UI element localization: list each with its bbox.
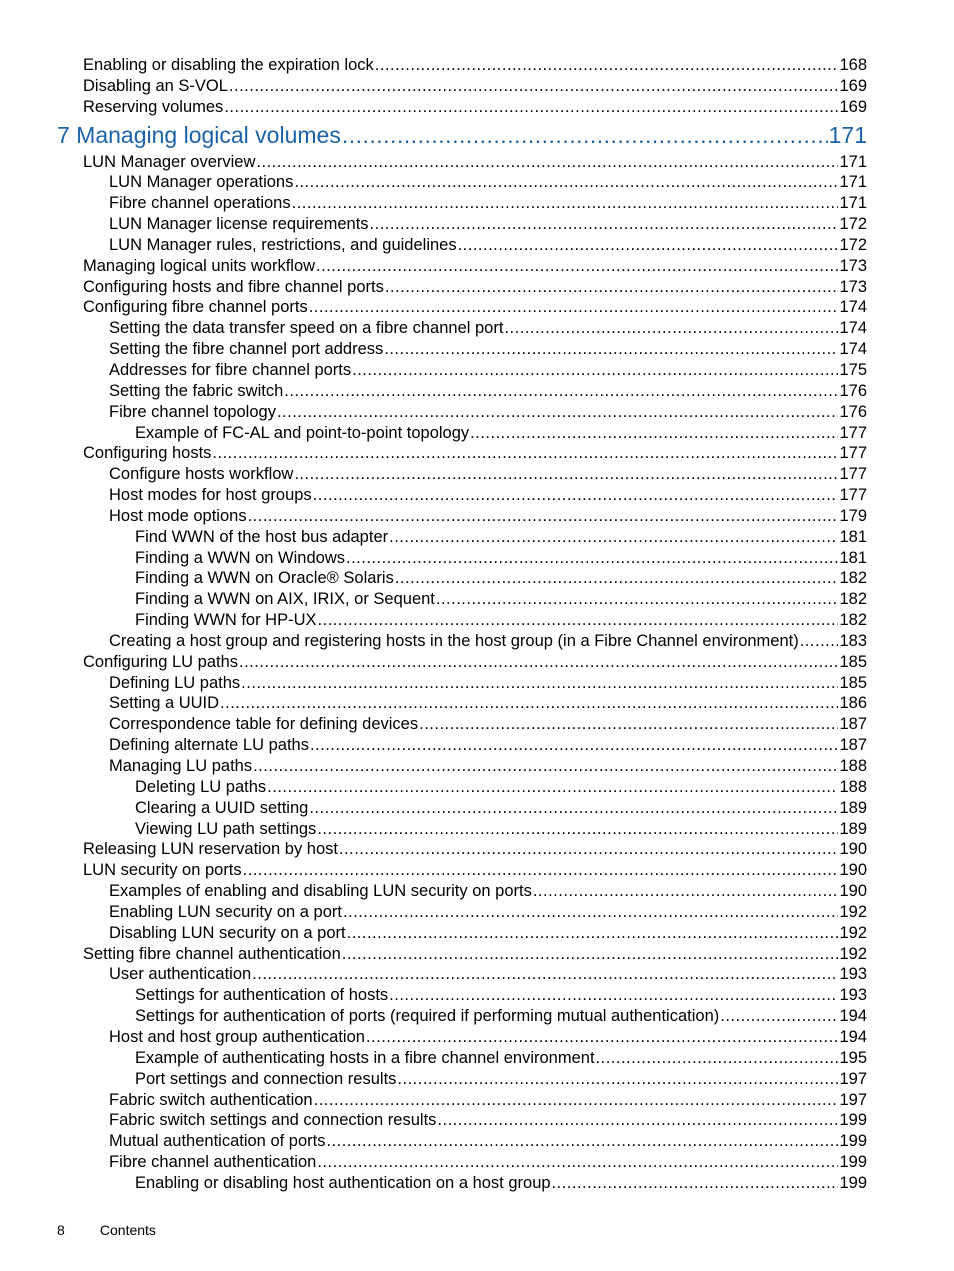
dot-leader bbox=[317, 1152, 838, 1173]
dot-leader bbox=[294, 172, 838, 193]
toc-entry[interactable] bbox=[135, 985, 867, 1006]
toc-entry-page: 182 bbox=[839, 569, 867, 588]
toc-entry-title: LUN Manager license requirements bbox=[109, 215, 369, 234]
dot-leader bbox=[313, 485, 839, 506]
toc-entry-title: Find WWN of the host bus adapter bbox=[135, 527, 389, 546]
dot-leader bbox=[436, 589, 839, 610]
dot-leader bbox=[220, 693, 838, 714]
toc-entry-page: 197 bbox=[839, 1069, 867, 1088]
toc-entry-title: Setting the fibre channel port address bbox=[109, 340, 384, 359]
toc-entry-title: Viewing LU path settings bbox=[135, 819, 317, 838]
toc-entry[interactable] bbox=[135, 1006, 867, 1027]
toc-entry-page: 190 bbox=[839, 882, 867, 901]
toc-entry-title: Setting a UUID bbox=[109, 694, 220, 713]
toc-entry-page: 182 bbox=[839, 590, 867, 609]
toc-entry[interactable] bbox=[109, 339, 867, 360]
toc-entry-title: Enabling or disabling host authentication on a host group bbox=[135, 1173, 551, 1192]
toc-entry-page: 171 bbox=[839, 173, 867, 192]
toc-entry[interactable] bbox=[109, 1027, 867, 1048]
toc-entry-title: Defining LU paths bbox=[109, 673, 241, 692]
toc-entry-title: LUN Manager overview bbox=[83, 152, 256, 171]
toc-entry[interactable] bbox=[109, 381, 867, 402]
dot-leader bbox=[800, 631, 839, 652]
toc-entry-page: 188 bbox=[839, 777, 867, 796]
toc-entry[interactable] bbox=[135, 610, 867, 631]
toc-entry[interactable] bbox=[135, 589, 867, 610]
toc-entry-title: Host modes for host groups bbox=[109, 486, 312, 505]
dot-leader bbox=[384, 339, 838, 360]
toc-entry-title: Setting the fabric switch bbox=[109, 381, 284, 400]
toc-entry[interactable] bbox=[109, 1131, 867, 1152]
toc-entry-title: Mutual authentication of ports bbox=[109, 1132, 326, 1151]
toc-entry-title: LUN Manager rules, restrictions, and guidelines bbox=[109, 235, 457, 254]
toc-entry[interactable] bbox=[109, 714, 867, 735]
toc-entry-title: 7 Managing logical volumes bbox=[57, 121, 341, 148]
toc-entry-title: Port settings and connection results bbox=[135, 1069, 397, 1088]
toc-entry-page: 189 bbox=[839, 819, 867, 838]
toc-entry-page: 172 bbox=[839, 235, 867, 254]
toc-entry[interactable] bbox=[109, 923, 867, 944]
toc-entry[interactable] bbox=[83, 55, 867, 76]
toc-entry[interactable] bbox=[135, 798, 867, 819]
toc-entry-page: 199 bbox=[839, 1111, 867, 1130]
toc-entry[interactable] bbox=[109, 193, 867, 214]
toc-entry-page: 193 bbox=[839, 965, 867, 984]
toc-entry-page: 171 bbox=[839, 152, 867, 171]
toc-entry-page: 187 bbox=[839, 736, 867, 755]
toc-entry[interactable] bbox=[83, 652, 867, 673]
toc-entry[interactable] bbox=[109, 464, 867, 485]
dot-leader bbox=[346, 548, 838, 569]
toc-entry-page: 168 bbox=[839, 56, 867, 74]
toc-entry[interactable] bbox=[135, 819, 867, 840]
toc-entry-title: Host mode options bbox=[109, 506, 247, 525]
toc-entry[interactable] bbox=[109, 214, 867, 235]
dot-leader bbox=[317, 819, 838, 840]
toc-entry-title: Configuring hosts bbox=[83, 444, 212, 463]
dot-leader bbox=[339, 839, 839, 860]
dot-leader bbox=[224, 97, 838, 118]
toc-entry-title: LUN Manager operations bbox=[109, 173, 294, 192]
table-of-contents bbox=[0, 55, 954, 1194]
dot-leader bbox=[596, 1048, 839, 1069]
dot-leader bbox=[437, 1110, 838, 1131]
toc-entry-page: 183 bbox=[839, 631, 867, 650]
toc-entry-title: Deleting LU paths bbox=[135, 777, 267, 796]
toc-entry[interactable] bbox=[109, 318, 867, 339]
toc-entry[interactable] bbox=[135, 548, 867, 569]
dot-leader bbox=[239, 652, 838, 673]
dot-leader bbox=[318, 610, 839, 631]
dot-leader bbox=[309, 798, 838, 819]
toc-entry-title: LUN security on ports bbox=[83, 861, 242, 880]
toc-entry-page: 189 bbox=[839, 798, 867, 817]
toc-entry[interactable] bbox=[109, 506, 867, 527]
toc-entry[interactable] bbox=[83, 97, 867, 118]
toc-entry-page: 185 bbox=[839, 652, 867, 671]
toc-entry-page: 177 bbox=[839, 423, 867, 442]
toc-entry[interactable] bbox=[83, 256, 867, 277]
dot-leader bbox=[253, 756, 838, 777]
toc-entry[interactable] bbox=[135, 777, 867, 798]
toc-entry-title: Fibre channel topology bbox=[109, 402, 276, 421]
toc-entry-title: Correspondence table for defining devices bbox=[109, 715, 419, 734]
toc-entry[interactable] bbox=[109, 1090, 867, 1111]
toc-entry-page: 175 bbox=[839, 360, 867, 379]
toc-entry-title: Enabling LUN security on a port bbox=[109, 902, 342, 921]
dot-leader bbox=[389, 985, 838, 1006]
toc-entry-title: Example of authenticating hosts in a fibre channel environment bbox=[135, 1048, 595, 1067]
toc-entry-title: Configure hosts workflow bbox=[109, 465, 294, 484]
toc-entry-title: Host and host group authentication bbox=[109, 1027, 365, 1046]
toc-entry-title: Configuring fibre channel ports bbox=[83, 298, 308, 317]
toc-entry-page: 199 bbox=[839, 1153, 867, 1172]
toc-entry-title: Fibre channel operations bbox=[109, 194, 291, 213]
toc-entry-title: User authentication bbox=[109, 965, 252, 984]
dot-leader bbox=[352, 360, 838, 381]
toc-entry-page: 177 bbox=[839, 444, 867, 463]
toc-entry-page: 174 bbox=[839, 340, 867, 359]
dot-leader bbox=[314, 1090, 839, 1111]
toc-entry-page: 181 bbox=[839, 527, 867, 546]
dot-leader bbox=[243, 860, 839, 881]
dot-leader bbox=[385, 277, 839, 298]
toc-entry[interactable] bbox=[109, 402, 867, 423]
toc-entry-title: Addresses for fibre channel ports bbox=[109, 360, 352, 379]
toc-entry-title: Clearing a UUID setting bbox=[135, 798, 309, 817]
toc-entry-title: Finding a WWN on Oracle® Solaris bbox=[135, 569, 394, 588]
dot-leader bbox=[252, 964, 838, 985]
toc-entry[interactable] bbox=[109, 964, 867, 985]
toc-entry-page: 195 bbox=[839, 1048, 867, 1067]
toc-entry-title: Settings for authentication of hosts bbox=[135, 986, 389, 1005]
dot-leader bbox=[294, 464, 838, 485]
dot-leader bbox=[470, 423, 838, 444]
toc-entry-title: Finding WWN for HP-UX bbox=[135, 611, 317, 630]
dot-leader bbox=[212, 443, 838, 464]
footer-section-label: Contents bbox=[99, 1222, 156, 1238]
toc-chapter-entry[interactable] bbox=[57, 120, 867, 150]
page-number: 8 bbox=[57, 1222, 65, 1238]
toc-entry-page: 187 bbox=[839, 715, 867, 734]
toc-entry[interactable] bbox=[109, 1110, 867, 1131]
toc-entry-title: Setting the data transfer speed on a fibre channel port bbox=[109, 319, 504, 338]
toc-entry-title: Settings for authentication of ports (required if performing mutual authentication) bbox=[135, 1007, 720, 1026]
toc-entry-title: Fibre channel authentication bbox=[109, 1153, 317, 1172]
toc-entry[interactable] bbox=[83, 839, 867, 860]
dot-leader bbox=[292, 193, 839, 214]
toc-entry-title: Example of FC-AL and point-to-point topology bbox=[135, 423, 470, 442]
toc-entry[interactable] bbox=[109, 1152, 867, 1173]
toc-entry-page: 190 bbox=[839, 840, 867, 859]
toc-entry-title: Configuring LU paths bbox=[83, 652, 239, 671]
toc-entry-page: 182 bbox=[839, 611, 867, 630]
dot-leader bbox=[504, 318, 838, 339]
toc-entry[interactable] bbox=[109, 172, 867, 193]
dot-leader bbox=[241, 673, 838, 694]
toc-entry[interactable] bbox=[135, 1048, 867, 1069]
toc-entry-page: 176 bbox=[839, 381, 867, 400]
dot-leader bbox=[397, 1069, 838, 1090]
toc-entry[interactable] bbox=[109, 360, 867, 381]
toc-entry[interactable] bbox=[83, 297, 867, 318]
toc-entry-page: 172 bbox=[839, 215, 867, 234]
toc-entry-title: Reserving volumes bbox=[83, 97, 224, 116]
toc-entry-title: Disabling LUN security on a port bbox=[109, 923, 346, 942]
toc-entry[interactable] bbox=[109, 902, 867, 923]
toc-entry-title: Managing logical units workflow bbox=[83, 256, 316, 275]
toc-entry-page: 190 bbox=[839, 861, 867, 880]
toc-entry-page: 192 bbox=[839, 944, 867, 963]
toc-entry-page: 173 bbox=[839, 277, 867, 296]
dot-leader bbox=[533, 881, 839, 902]
dot-leader bbox=[375, 55, 839, 76]
toc-entry-page: 185 bbox=[839, 673, 867, 692]
dot-leader bbox=[458, 235, 839, 256]
toc-entry-page: 193 bbox=[839, 986, 867, 1005]
toc-entry[interactable] bbox=[109, 485, 867, 506]
dot-leader bbox=[370, 214, 839, 235]
dot-leader bbox=[366, 1027, 839, 1048]
dot-leader bbox=[347, 923, 839, 944]
toc-entry-title: Fabric switch settings and connection results bbox=[109, 1111, 437, 1130]
toc-entry[interactable] bbox=[109, 735, 867, 756]
dot-leader bbox=[256, 152, 838, 173]
toc-entry[interactable] bbox=[135, 1173, 867, 1194]
toc-entry[interactable] bbox=[135, 1069, 867, 1090]
toc-entry-page: 176 bbox=[839, 402, 867, 421]
toc-entry-page: 169 bbox=[839, 97, 867, 116]
toc-entry-page: 177 bbox=[839, 465, 867, 484]
toc-entry-page: 192 bbox=[839, 902, 867, 921]
toc-entry-title: Finding a WWN on Windows bbox=[135, 548, 345, 567]
toc-entry[interactable] bbox=[109, 881, 867, 902]
toc-entry[interactable] bbox=[109, 631, 867, 652]
toc-entry-title: Finding a WWN on AIX, IRIX, or Sequent bbox=[135, 590, 435, 609]
dot-leader bbox=[284, 381, 838, 402]
toc-entry-page: 169 bbox=[839, 76, 867, 95]
toc-entry-page: 192 bbox=[839, 923, 867, 942]
toc-entry[interactable] bbox=[109, 235, 867, 256]
dot-leader bbox=[310, 735, 839, 756]
dot-leader bbox=[277, 402, 839, 423]
dot-leader bbox=[342, 944, 839, 965]
toc-entry[interactable] bbox=[83, 443, 867, 464]
dot-leader bbox=[316, 256, 838, 277]
toc-entry-page: 199 bbox=[839, 1132, 867, 1151]
dot-leader bbox=[552, 1173, 839, 1194]
toc-entry-page: 174 bbox=[839, 298, 867, 317]
dot-leader bbox=[267, 777, 838, 798]
toc-entry-title: Managing LU paths bbox=[109, 757, 253, 775]
toc-entry-page: 171 bbox=[828, 121, 867, 148]
toc-entry-page: 194 bbox=[839, 1027, 867, 1046]
toc-entry[interactable] bbox=[135, 527, 867, 548]
toc-entry-title: Examples of enabling and disabling LUN security on ports bbox=[109, 882, 532, 901]
toc-entry-page: 197 bbox=[839, 1090, 867, 1109]
toc-entry-page: 181 bbox=[839, 548, 867, 567]
toc-entry[interactable] bbox=[135, 568, 867, 589]
toc-entry[interactable] bbox=[83, 277, 867, 298]
toc-entry-page: 174 bbox=[839, 319, 867, 338]
toc-entry-page: 171 bbox=[839, 194, 867, 213]
dot-leader bbox=[343, 902, 839, 923]
toc-entry-title: Creating a host group and registering hosts in the host group (in a Fibre Channel environment) bbox=[109, 631, 799, 650]
toc-entry-page: 179 bbox=[839, 506, 867, 525]
dot-leader bbox=[309, 297, 839, 318]
toc-entry-page: 173 bbox=[839, 256, 867, 275]
dot-leader bbox=[720, 1006, 838, 1027]
toc-entry-title: Enabling or disabling the expiration lock bbox=[83, 56, 374, 74]
toc-entry[interactable] bbox=[109, 673, 867, 694]
toc-entry-title: Configuring hosts and fibre channel ports bbox=[83, 277, 384, 296]
toc-entry[interactable] bbox=[83, 860, 867, 881]
toc-entry-page: 194 bbox=[839, 1007, 867, 1026]
toc-entry-page: 199 bbox=[839, 1173, 867, 1192]
toc-entry-title: Defining alternate LU paths bbox=[109, 736, 309, 755]
toc-entry-page: 186 bbox=[839, 694, 867, 713]
toc-entry[interactable] bbox=[83, 152, 867, 173]
dot-leader bbox=[395, 568, 839, 589]
dot-leader bbox=[229, 76, 839, 97]
toc-entry-title: Disabling an S-VOL bbox=[83, 76, 228, 95]
toc-entry-title: Fabric switch authentication bbox=[109, 1090, 313, 1109]
dot-leader bbox=[326, 1131, 838, 1152]
toc-entry[interactable] bbox=[109, 693, 867, 714]
dot-leader bbox=[342, 120, 828, 150]
toc-entry[interactable] bbox=[135, 423, 867, 444]
toc-entry-page: 188 bbox=[839, 757, 867, 775]
toc-entry-title: Setting fibre channel authentication bbox=[83, 944, 341, 963]
dot-leader bbox=[419, 714, 838, 735]
toc-entry-page: 177 bbox=[839, 486, 867, 505]
page-footer bbox=[57, 1222, 156, 1238]
dot-leader bbox=[389, 527, 838, 548]
dot-leader bbox=[248, 506, 839, 527]
toc-entry[interactable] bbox=[109, 756, 867, 777]
toc-entry[interactable] bbox=[83, 76, 867, 97]
toc-entry-title: Releasing LUN reservation by host bbox=[83, 840, 338, 859]
toc-entry[interactable] bbox=[83, 944, 867, 965]
